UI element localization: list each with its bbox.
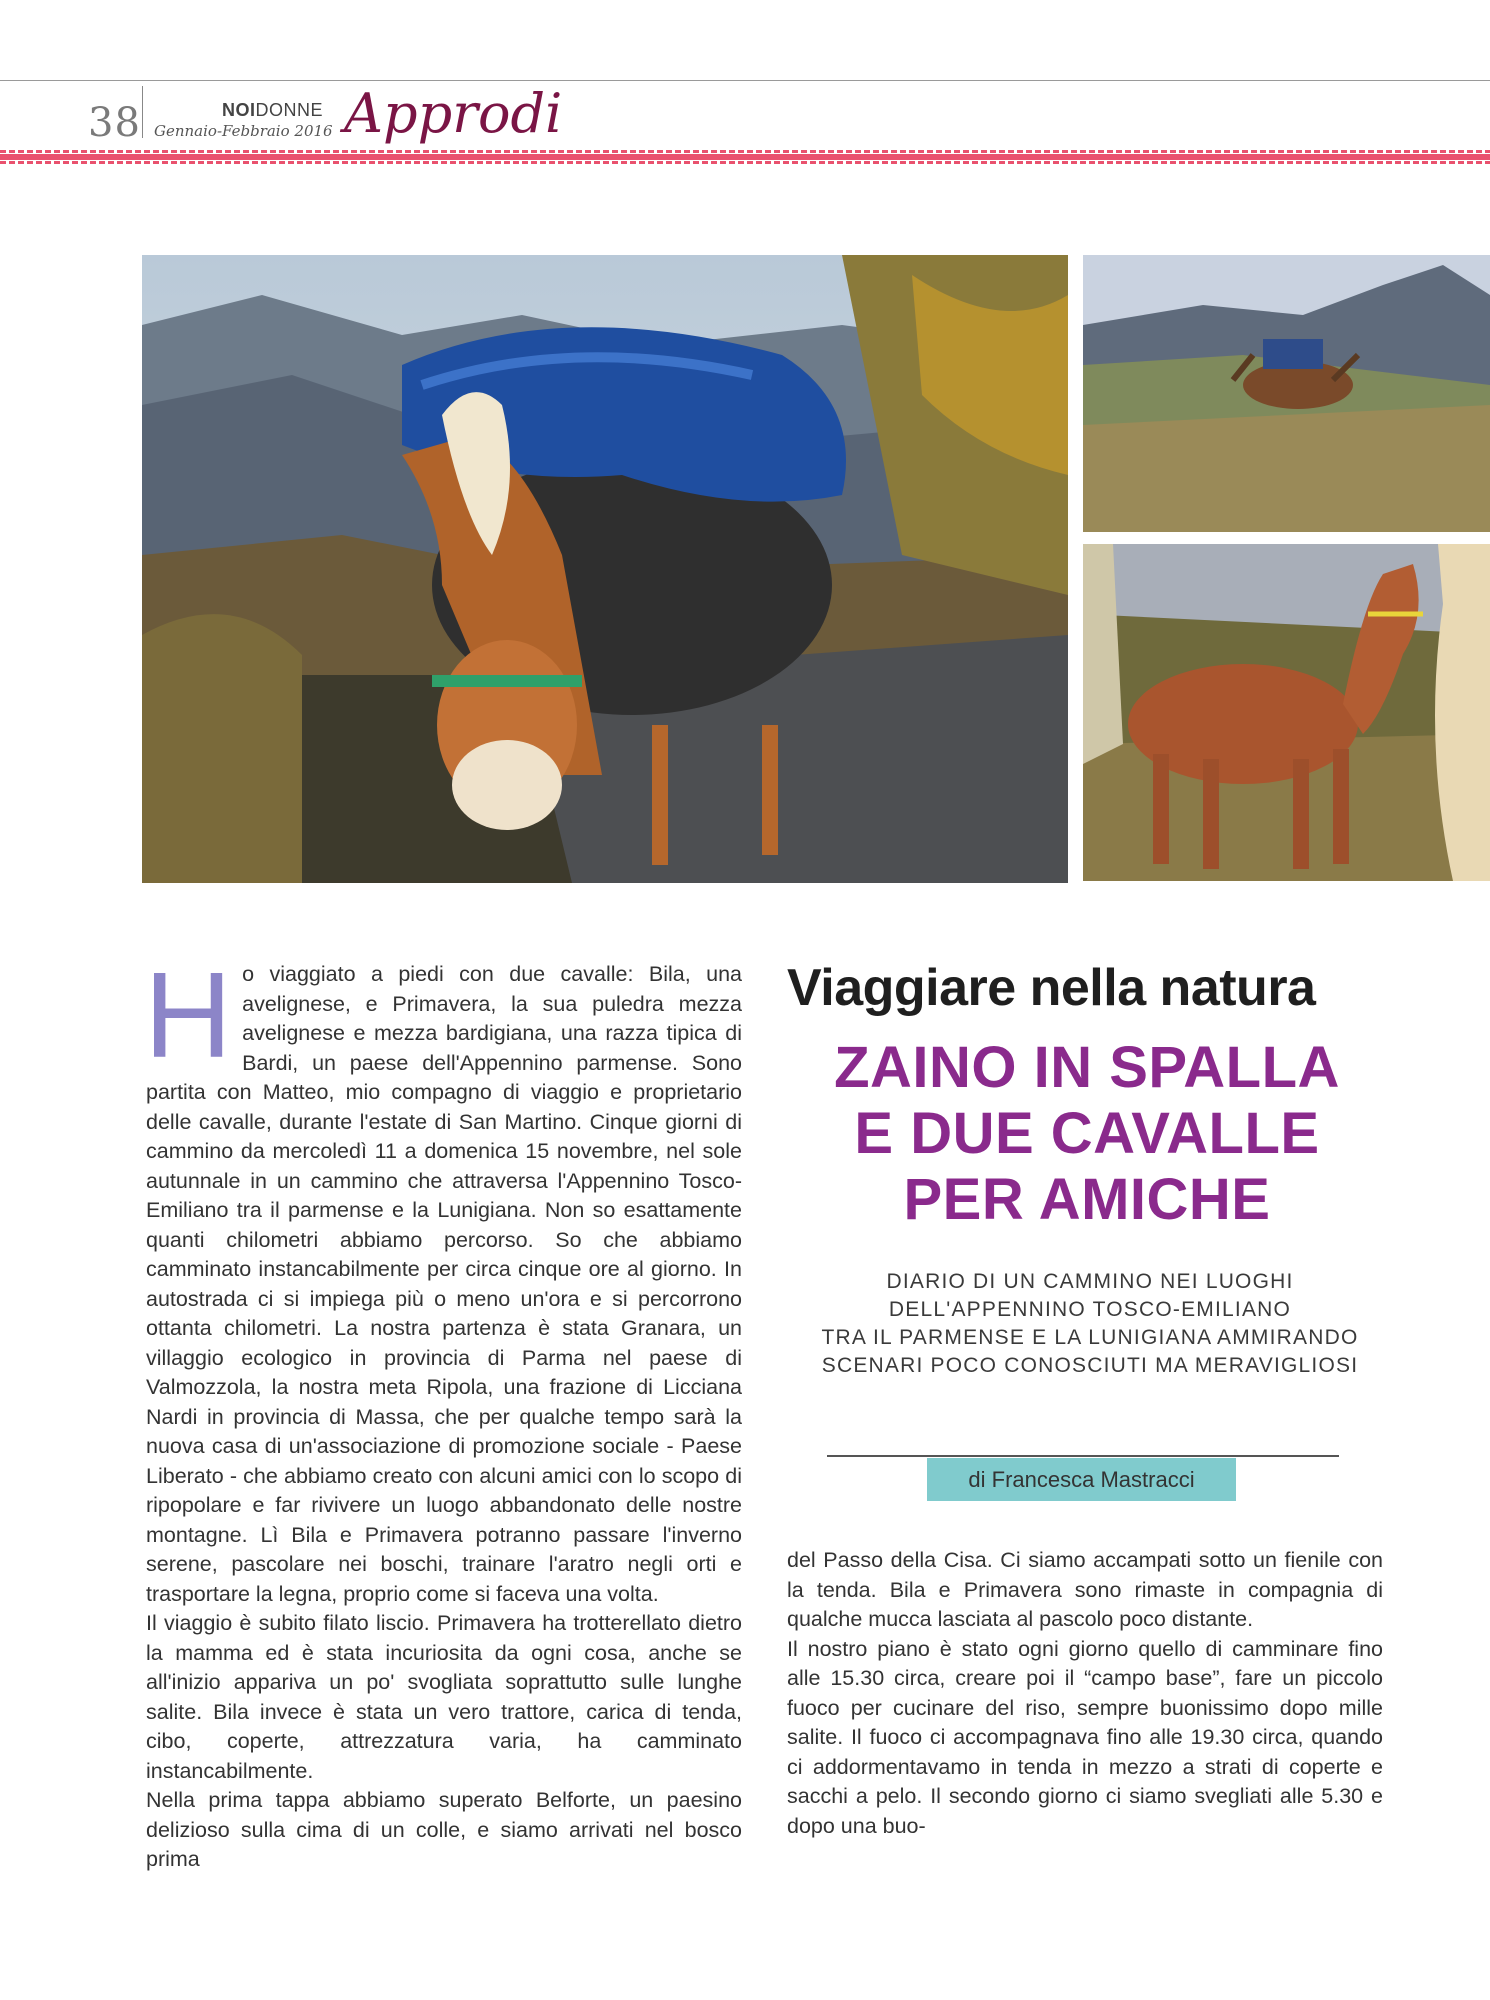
subtitle-line-2: DELL'APPENNINO TOSCO-EMILIANO [888, 1298, 1292, 1321]
header-top-rule [0, 80, 1490, 81]
article-paragraph-5: Il nostro piano è stato ogni giorno quello di camminare fino alle 15.30 circa, creare poi il “campo base”, fare un piccolo fuoco per cucinare del riso, sempre buonissimo dopo mille salite. Il fuoco ci accompagnava fino alle 19.30 circa, quando ci addormentavamo in tenda in mezzo a strati di coperte e sacchi a pelo. Il secondo giorno ci siamo svegliati alle 5.30 e dopo una buo- [787, 1636, 1383, 1838]
article-column-left [144, 947, 742, 1875]
byline: di Francesca Mastracci [927, 1458, 1236, 1501]
magazine-name [222, 100, 323, 121]
article-column-right [787, 1546, 1383, 1841]
issue-date: Gennaio-Febbraio 2016 [154, 122, 333, 140]
photo-foal [1083, 544, 1490, 881]
article-paragraph-3: Nella prima tappa abbiamo superato Belforte, un paesino delizioso sulla cima di un colle, e siamo arrivati nel bosco prima [146, 1788, 742, 1871]
header-divider [142, 86, 143, 138]
subtitle-line-1: DIARIO DI UN CAMMINO NEI LUOGHI [886, 1270, 1294, 1293]
photo-loaded-horse-image [142, 255, 1068, 883]
article-paragraph-1 [144, 947, 742, 1609]
section-title: Approdi [344, 82, 563, 145]
drop-cap: H [144, 947, 233, 1083]
headline-line-3: PER AMICHE [903, 1167, 1271, 1232]
magazine-name-bold: NOI [222, 100, 256, 120]
article-subtitle [790, 1268, 1390, 1380]
article-paragraph-2: Il viaggio è subito filato liscio. Primavera ha trotterellato dietro la mamma ed è stata incuriosita da ogni cosa, anche se all'inizio appariva un po' svogliata soprattutto sulle lunghe salite. Bila invece è stata un vero trattore, carica di tenda, cibo, coperte, attrezzatura varia, ha camminato instancabilmente. [146, 1611, 742, 1783]
header-accent-band [0, 150, 1490, 164]
article-paragraph-4: del Passo della Cisa. Ci siamo accampati sotto un fienile con la tenda. Bila e Primavera sono rimaste in compagnia di qualche mucca lasciata al pascolo poco distante. [787, 1548, 1383, 1631]
page-number: 38 [88, 100, 141, 146]
photo-loaded-horse [142, 255, 1068, 883]
article-kicker: Viaggiare nella natura [787, 959, 1316, 1017]
headline-line-2: E DUE CAVALLE [854, 1101, 1320, 1166]
headline-line-1: ZAINO IN SPALLA [834, 1035, 1340, 1100]
photo-horse-rolling-image [1083, 255, 1490, 532]
magazine-name-thin: DONNE [255, 100, 324, 120]
byline-rule [827, 1455, 1339, 1457]
subtitle-line-3: TRA IL PARMENSE E LA LUNIGIANA AMMIRANDO [821, 1326, 1359, 1349]
photo-foal-image [1083, 544, 1490, 881]
article-headline [787, 1035, 1387, 1233]
paragraph-1-text: o viaggiato a piedi con due cavalle: Bila, una avelignese, e Primavera, la sua puledra mezza avelignese e mezza bardigiana, una razza tipica di Bardi, un paese dell'Appennino parmense. Sono partita con Matteo, mio compagno di viaggio e proprietario delle cavalle, durante l'estate di San Martino. Cinque giorni di cammino da mercoledì 11 a domenica 15 novembre, nel sole autunnale in un cammino che attraversa l'Appennino Tosco-Emiliano tra il parmense e la Lunigiana. Non so esattamente quanti chilometri abbiamo percorso. So che abbiamo camminato instancabilmente per circa cinque ore al giorno. In autostrada ci si impiega più o meno un'ora e si percorrono ottanta chilometri. La nostra partenza è stata Granara, un villaggio ecologico in provincia di Parma nel paese di Valmozzola, la nostra meta Ripola, una frazione di Licciana Nardi in provincia di Massa, che per qualche tempo sarà la nuova casa di un'associazione di promozione sociale - Paese Liberato - che abbiamo creato con alcuni amici con lo scopo di ripopolare e far rivivere un luogo abbandonato delle nostre montagne. Lì Bila e Primavera potranno passare l'inverno serene, pascolare nei boschi, trainare l'aratro negli orti e trasportare la legna, proprio come si faceva una volta. [146, 962, 742, 1606]
subtitle-line-4: SCENARI POCO CONOSCIUTI MA MERAVIGLIOSI [821, 1354, 1359, 1377]
photo-horse-rolling [1083, 255, 1490, 532]
